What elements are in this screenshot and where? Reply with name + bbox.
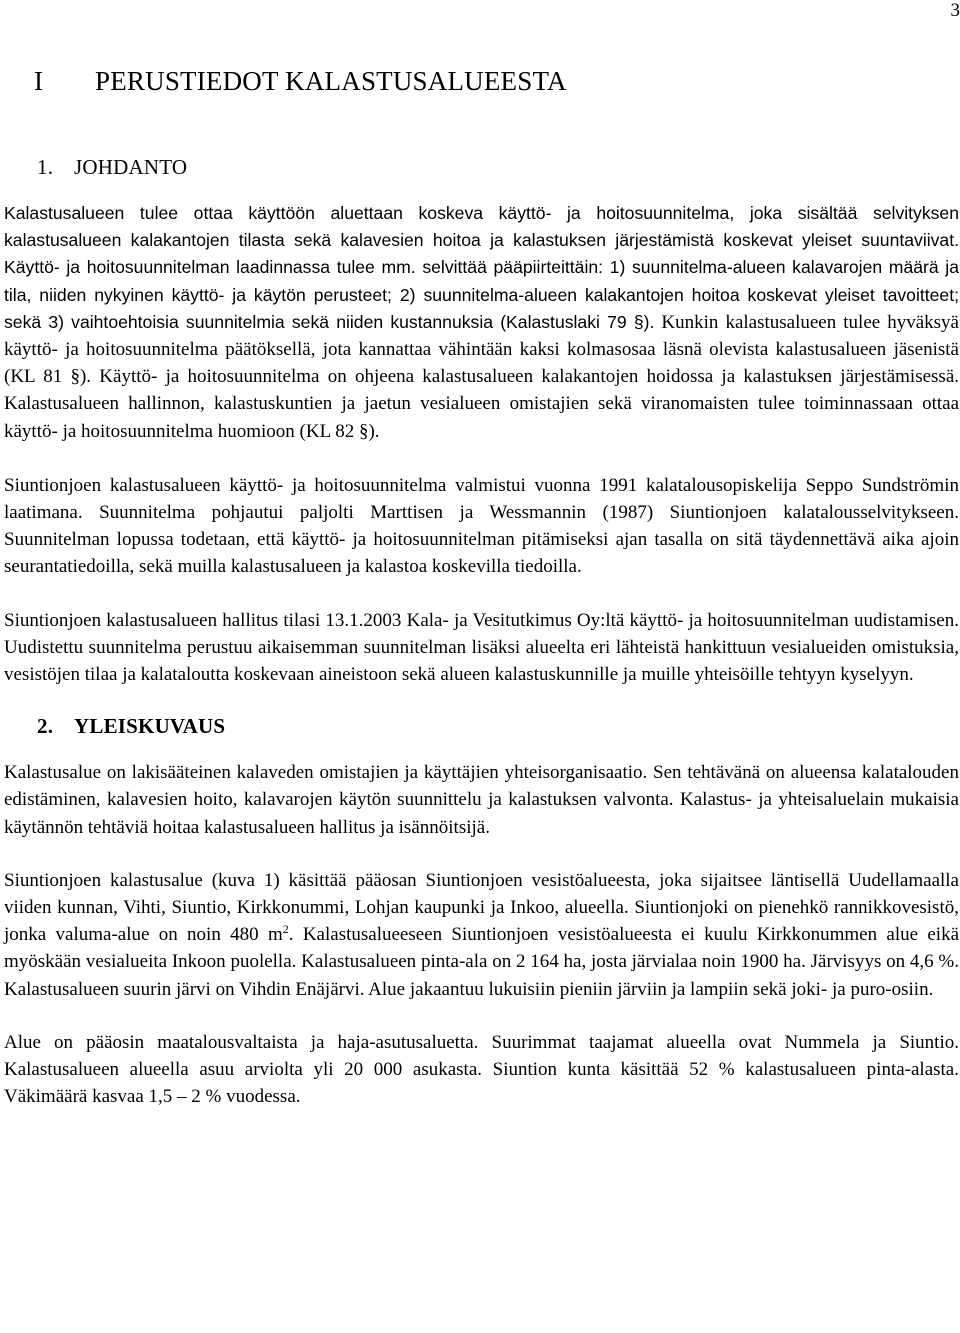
paragraph-yleiskuvaus-1: Kalastusalue on lakisääteinen kalaveden omistajien ja käyttäjien yhteisorganisaatio. Sen tehtävänä on alueensa kalatalouden edistäminen, kalavesien hoito, kalavarojen käytön suunnittelu ja kalastuksen valvonta. Kalastus- ja yhteisaluelain mukaisia käytännön tehtäviä hoitaa kalastusalueen hallitus ja isännöitsijä. bbox=[4, 762, 959, 838]
superscript: 2 bbox=[282, 922, 289, 937]
section-title: YLEISKUVAUS bbox=[74, 714, 226, 739]
paragraph-johdanto-1 bbox=[4, 200, 959, 445]
section-number: 1. bbox=[37, 155, 54, 179]
section-number: 2. bbox=[37, 714, 54, 739]
paragraph-johdanto-3: Siuntionjoen kalastusalueen hallitus tilasi 13.1.2003 Kala- ja Vesitutkimus Oy:ltä käyttö- ja hoitosuunnitelman uudistamisen. Uudistettu suunnitelma perustuu aikaisemman suunnitelman lisäksi alueelta eri lähteistä hankittuun vesialueiden omistuksia, vesistöjen tilaa ja kalataloutta koskevaan aineistoon sekä alueen kalastuskunnille ja muille yhteisöille tehtyyn kyselyyn. bbox=[4, 609, 959, 686]
paragraph-text: Kunkin kalastusalueen tulee hyväksyä käyttö- ja hoitosuunnitelma päätöksellä, jota kannattaa vähintään kaksi kolmasosaa läsnä olevista kalastusalueen jäsenistä (KL 81 §). Käyttö- ja hoitosuunnitelma on ohjeena kalastusalueen kalakantojen hoidossa ja kalastuksen järjestämisessä. Kalastusalueen hallinnon, kalastuskuntien ja jaetun vesialueen omistajien sekä viranomaisten tulee toiminnassaan ottaa käyttö- ja hoitosuunnitelma huomioon (KL 82 §). bbox=[4, 311, 959, 442]
chapter-title: PERUSTIEDOT KALASTUSALUEESTA bbox=[95, 66, 567, 96]
paragraph-yleiskuvaus-3: Alue on pääosin maatalousvaltaista ja haja-asutusaluetta. Suurimmat taajamat alueella ovat Nummela ja Siuntio. Kalastusalueen alueella asuu arviolta yli 20 000 asukasta. Siuntion kunta käsittää 52 % kalastusalueen pinta-alasta. Väkimäärä kasvaa 1,5 – 2 % vuodessa. bbox=[4, 1031, 959, 1108]
chapter-numeral: I bbox=[34, 66, 44, 96]
page-number: 3 bbox=[950, 0, 960, 21]
section-heading-johdanto bbox=[4, 154, 959, 180]
section-heading-yleiskuvaus bbox=[4, 713, 959, 739]
chapter-heading bbox=[4, 63, 959, 99]
section-title: JOHDANTO bbox=[74, 155, 188, 179]
paragraph-johdanto-2: Siuntionjoen kalastusalueen käyttö- ja hoitosuunnitelma valmistui vuonna 1991 kalatalousopiskelija Seppo Sundströmin laatimana. Suunnitelma pohjautui paljolti Marttisen ja Wessmannin (1987) Siuntionjoen kalatalousselvitykseen. Suunnitelman lopussa todetaan, että käyttö- ja hoitosuunnitelman pitämiseksi ajan tasalla on sitä täydennettävä aika ajoin seurantatiedoilla, sekä muilla kalastusalueen ja kalastoa koskevilla tiedoilla. bbox=[4, 474, 959, 578]
paragraph-text-sans: Kalastusalueen tulee ottaa käyttöön aluettaan koskeva käyttö- ja hoitosuunnitelma, joka sisältää selvityksen kalastusalueen kalakantojen tilasta sekä kalavesien hoitoa ja kalastuksen järjestämistä koskevat yleiset suuntaviivat. Käyttö- ja hoitosuunnitelman laadinnassa tulee mm. selvittää pääpiirteittäin: 1) suunnitelma-alueen kalavarojen määrä ja tila, niiden nykyinen käyttö- ja käytön perusteet; 2) suunnitelma-alueen kalakantojen hoitoa koskevat yleiset tavoitteet; sekä 3) vaihtoehtoisia suunnitelmia sekä niiden kustannuksia (Kalastuslaki 79 §). bbox=[4, 203, 959, 332]
document-body bbox=[4, 63, 959, 1110]
paragraph-text: . Kalastusalueeseen Siuntionjoen vesistöalueesta ei kuulu Kirkkonummen alue eikä myöskään vesialueita Inkoon puolella. Kalastusalueen pinta-ala on 2 164 ha, josta järvialaa noin 1900 ha. Järvisyys on 4,6 %. Kalastusalueen suurin järvi on Vihdin Enäjärvi. Alue jakaantuu lukuisiin pieniin järviin ja lampiin sekä joki- ja puro-osiin. bbox=[4, 924, 960, 1000]
paragraph-yleiskuvaus-2 bbox=[4, 867, 959, 1003]
paragraph-text: Siuntionjoen kalastusalue (kuva 1) käsittää pääosan Siuntionjoen vesistöalueesta, joka sijaitsee läntisellä Uudellamaalla viiden kunnan, Vihti, Siuntio, Kirkkonummi, Lohjan kaupunki ja Inkoo, alueella. Siuntionjoki on pienehkö rannikkovesistö, jonka valuma-alue on noin 480 m bbox=[4, 869, 959, 946]
